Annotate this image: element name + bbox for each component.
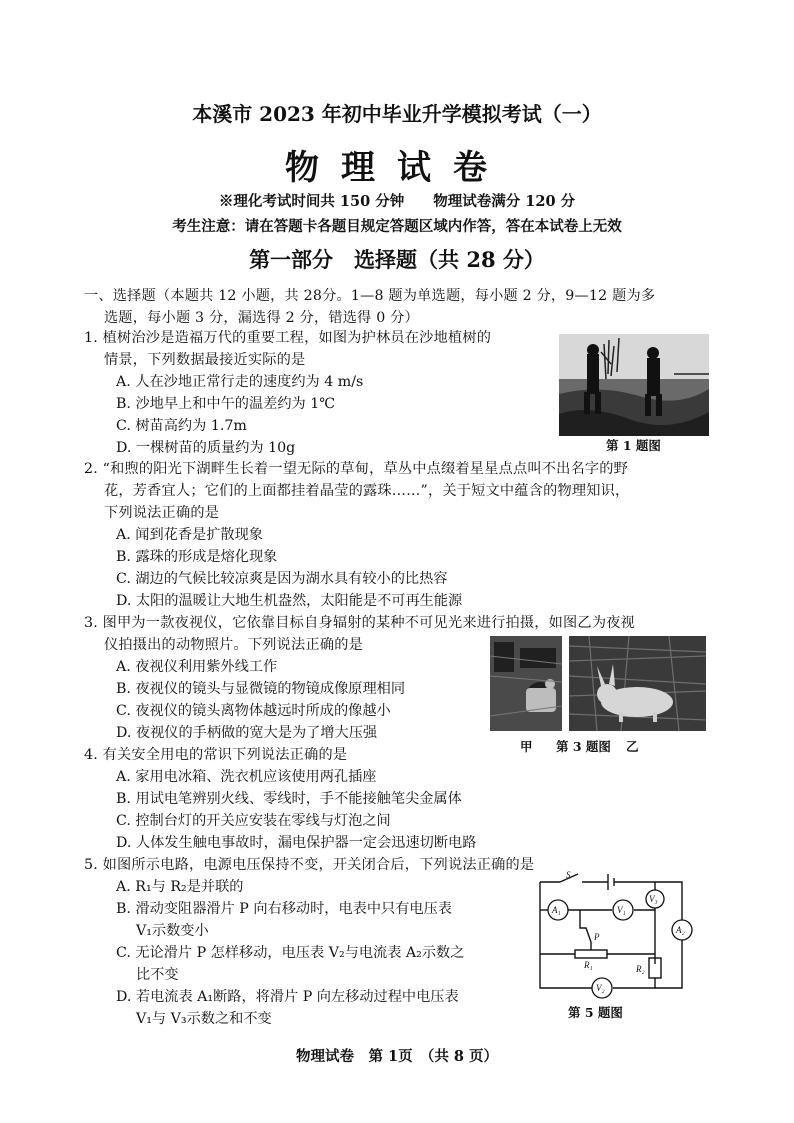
q3-caption-left: 甲 — [520, 739, 533, 754]
q4-option-c: C. 控制台灯的开关应安装在零线与灯泡之间 — [116, 813, 391, 829]
q3-figure-animal-photo — [569, 636, 706, 731]
q1-option-d: D. 一棵树苗的质量约为 10g — [116, 440, 296, 456]
q1-option-a: A. 人在沙地正常行走的速度约为 4 m/s — [116, 374, 364, 390]
q3-option-c: C. 夜视仪的镜头离物体越远时所成的像越小 — [116, 703, 391, 719]
q4-option-b: B. 用试电笔辨别火线、零线时，手不能接触笔尖金属体 — [116, 791, 462, 807]
q5-option-b-line1: B. 滑动变阻器滑片 P 向右移动时，电表中只有电压表 — [116, 901, 452, 917]
q5-label-v1: V₁ — [617, 905, 626, 915]
q5-option-c-line1: C. 无论滑片 P 怎样移动，电压表 V₂与电流表 A₂示数之 — [116, 945, 465, 961]
q5-label-p: P — [594, 932, 600, 942]
q3-option-a: A. 夜视仪利用紫外线工作 — [116, 659, 278, 675]
q3-option-d: D. 夜视仪的手柄做的宽大是为了增大压强 — [116, 725, 378, 741]
q1-stem-line1: 1. 植树治沙是造福万代的重要工程，如图为护林员在沙地植树的 — [84, 330, 492, 346]
part-heading: 第一部分 选择题（共 28 分） — [249, 247, 545, 272]
q5-option-a: A. R₁与 R₂是并联的 — [116, 879, 244, 895]
q3-stem-line2: 仪拍摄出的动物照片。下列说法正确的是 — [104, 637, 363, 653]
q2-option-b: B. 露珠的形成是熔化现象 — [116, 549, 278, 565]
q5-label-a2: A₂ — [676, 925, 685, 935]
q1-figure-tree-planting — [559, 334, 709, 436]
q1-figure-caption: 第 1 题图 — [606, 438, 661, 453]
q4-option-a: A. 家用电冰箱、洗衣机应该使用两孔插座 — [116, 769, 377, 785]
q2-option-d: D. 太阳的温暖让大地生机盎然，太阳能是不可再生能源 — [116, 593, 463, 609]
page-footer: 物理试卷 第 1页 （共 8 页） — [295, 1048, 499, 1065]
q2-stem-line1: 2. “和煦的阳光下湖畔生长着一望无际的草甸，草丛中点缀着星星点点叫不出名字的野 — [84, 461, 629, 477]
q1-option-c: C. 树苗高约为 1.7m — [116, 418, 247, 434]
q5-option-c-line2: 比不变 — [136, 967, 179, 983]
q5-label-switch: S — [566, 870, 571, 880]
section-instruction-line2: 选题，每小题 3 分，漏选得 2 分，错选得 0 分） — [104, 310, 419, 326]
q5-label-r1: R₁ — [584, 960, 593, 970]
q4-stem-line1: 4. 有关安全用电的常识下列说法正确的是 — [84, 747, 348, 763]
q5-label-v2: V₂ — [596, 983, 605, 993]
q5-label-v3: V₃ — [649, 894, 658, 904]
q3-figure-night-vision-device — [490, 636, 562, 731]
exam-info: ※理化考试时间共 150 分钟 物理试卷满分 120 分 — [218, 193, 576, 210]
q2-stem-line2: 花，芳香宜人；它们的上面都挂着晶莹的露珠……”，关于短文中蕴含的物理知识， — [104, 483, 630, 499]
q1-option-b: B. 沙地早上和中午的温差约为 1℃ — [116, 396, 336, 412]
q5-label-a1: A₁ — [552, 905, 561, 915]
q4-option-d: D. 人体发生触电事故时，漏电保护器一定会迅速切断电路 — [116, 835, 477, 851]
q5-option-d-line2: V₁与 V₃示数之和不变 — [136, 1011, 272, 1027]
q5-figure-caption: 第 5 题图 — [568, 1005, 623, 1020]
q3-figure-caption: 第 3 题图 — [556, 739, 611, 754]
q3-caption-right: 乙 — [626, 739, 639, 754]
q3-stem-line1: 3. 图甲为一款夜视仪，它依靠目标自身辐射的某种不可见光来进行拍摄，如图乙为夜视 — [84, 615, 635, 631]
q3-option-b: B. 夜视仪的镜头与显微镜的物镜成像原理相同 — [116, 681, 406, 697]
q2-stem-line3: 下列说法正确的是 — [104, 505, 220, 521]
q5-circuit-diagram — [530, 868, 705, 1003]
section-instruction-line1: 一、选择题（本题共 12 小题，共 28分。1—8 题为单选题，每小题 2 分，9—12 题为多 — [84, 288, 656, 304]
q1-stem-line2: 情景，下列数据最接近实际的是 — [104, 352, 306, 368]
q5-option-b-line2: V₁示数变小 — [136, 923, 209, 939]
q5-stem-line1: 5. 如图所示电路，电源电压保持不变，开关闭合后，下列说法正确的是 — [84, 857, 535, 873]
subject-title: 物理试卷 — [285, 148, 509, 188]
q5-label-r2: R₂ — [636, 964, 645, 974]
q2-option-a: A. 闻到花香是扩散现象 — [116, 527, 263, 543]
exam-notice: 考生注意：请在答题卡各题目规定答题区域内作答，答在本试卷上无效 — [172, 218, 622, 235]
exam-title: 本溪市 2023 年初中毕业升学模拟考试（一） — [192, 102, 602, 126]
q2-option-c: C. 湖边的气候比较凉爽是因为湖水具有较小的比热容 — [116, 571, 448, 587]
q5-option-d-line1: D. 若电流表 A₁断路，将滑片 P 向左移动过程中电压表 — [116, 989, 459, 1005]
